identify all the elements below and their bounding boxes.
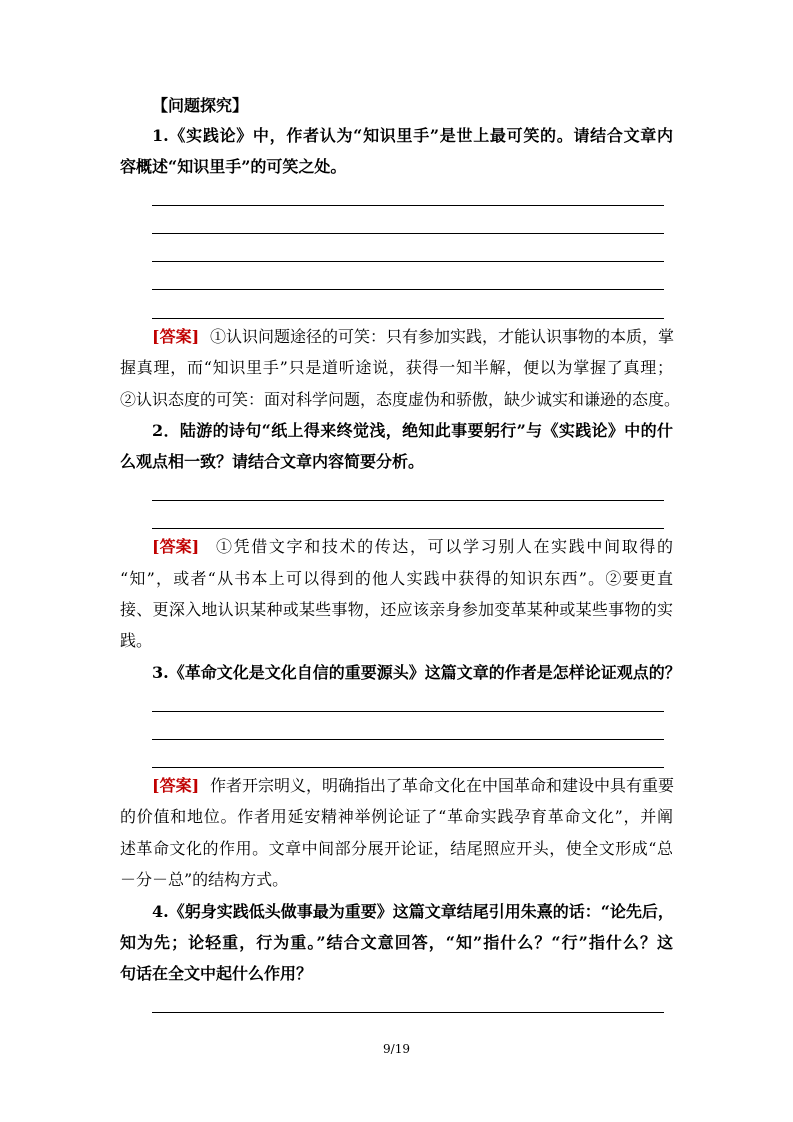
answer-2-line-1: ①凭借文字和技术的传达，可以学习别人在实践中间取得的 bbox=[216, 537, 673, 556]
answer-blank-line bbox=[152, 500, 664, 501]
answer-3-line-3: 述革命文化的作用。文章中间部分展开论证，结尾照应开头，使全文形成“总 bbox=[120, 839, 673, 858]
answer-blank-line bbox=[152, 289, 664, 290]
answer-blank-line bbox=[152, 233, 664, 234]
answer-blank-line bbox=[152, 711, 664, 712]
answer-2-line-3: 接、更深入地认识某种或某些事物，还应该亲身参加变革某种或某些事物的实 bbox=[120, 600, 673, 619]
answer-3-line-1: 作者开宗明义，明确指出了革命文化在中国革命和建设中具有重要 bbox=[210, 776, 675, 795]
answer-2-line-4: 践。 bbox=[120, 631, 153, 650]
page-number: 9/19 bbox=[383, 1042, 410, 1056]
question-4-line-1: 4.《躬身实践低头做事最为重要》这篇文章结尾引用朱熹的话：“论先后， bbox=[152, 902, 674, 921]
answer-blank-line bbox=[152, 318, 664, 319]
answer-1-line-3: ②认识态度的可笑：面对科学问题，态度虚伪和骄傲，缺少诚实和谦逊的态度。 bbox=[120, 390, 681, 409]
answer-1-tag: [答案] bbox=[152, 327, 200, 346]
answer-3-line-2: 的价值和地位。作者用延安精神举例论证了“革命实践孕育革命文化”，并阐 bbox=[120, 807, 673, 826]
question-1-line-2: 容概述“知识里手”的可笑之处。 bbox=[120, 157, 347, 176]
answer-3-tag: [答案] bbox=[152, 776, 200, 795]
answer-1-line-2: 握真理，而“知识里手”只是道听途说，获得一知半解，便以为掌握了真理； bbox=[120, 358, 673, 377]
question-3-line-1: 3.《革命文化是文化自信的重要源头》这篇文章的作者是怎样论证观点的？ bbox=[152, 663, 681, 682]
question-1-line-1: 1.《实践论》中，作者认为“知识里手”是世上最可笑的。请结合文章内 bbox=[152, 126, 673, 145]
answer-blank-line bbox=[152, 767, 664, 768]
question-2-line-1: 2．陆游的诗句“纸上得来终觉浅，绝知此事要躬行”与《实践论》中的什 bbox=[152, 421, 673, 440]
section-title: 【问题探究】 bbox=[152, 96, 249, 115]
question-2-line-2: 么观点相一致？请结合文章内容简要分析。 bbox=[120, 452, 425, 471]
question-4-line-2: 知为先；论轻重，行为重。”结合文意回答，“知”指什么？“行”指什么？这 bbox=[120, 933, 673, 952]
answer-blank-line bbox=[152, 528, 664, 529]
answer-blank-line bbox=[152, 205, 664, 206]
answer-2-line-2: “知”，或者“从书本上可以得到的他人实践中获得的知识东西”。②要更直 bbox=[120, 569, 673, 588]
answer-2-tag: [答案] bbox=[152, 537, 200, 556]
answer-blank-line bbox=[152, 739, 664, 740]
answer-1-line-1: ①认识问题途径的可笑：只有参加实践，才能认识事物的本质，掌 bbox=[210, 327, 675, 346]
answer-blank-line bbox=[152, 1012, 664, 1013]
answer-3-line-4: －分－总”的结构方式。 bbox=[120, 870, 289, 889]
answer-blank-line bbox=[152, 261, 664, 262]
question-4-line-3: 句话在全文中起什么作用？ bbox=[120, 964, 313, 983]
